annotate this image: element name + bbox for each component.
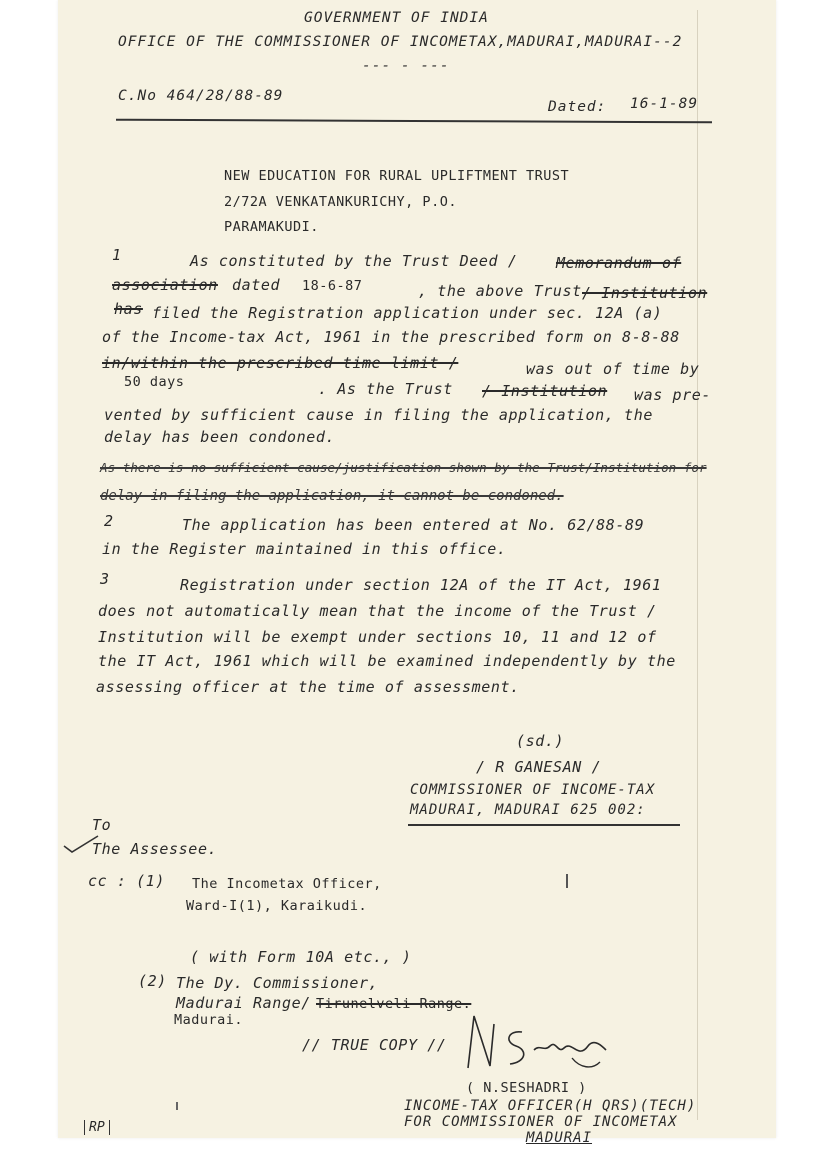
para-1-struck-association: association — [112, 276, 218, 294]
para-1-struck-memorandum: Memorandum of — [556, 254, 682, 272]
para-1-line-8: delay has been condoned. — [104, 428, 336, 446]
para-1-line-6: . As the Trust — [318, 380, 453, 398]
addressee-line-3: PARAMAKUDI. — [224, 219, 319, 235]
para-1-dated-word: dated — [232, 276, 281, 294]
trust-deed-date: 18-6-87 — [302, 278, 363, 294]
para-3-line-5: assessing officer at the time of assessment. — [96, 678, 520, 696]
file-number: C.No 464/28/88-89 — [118, 88, 284, 104]
para-1-line-7: vented by sufficient cause in filing the application, the — [104, 406, 653, 424]
para-2-number: 2 — [104, 512, 114, 530]
para-1-struck-institution: / Institution — [582, 284, 708, 302]
signed-mark: (sd.) — [516, 732, 565, 750]
para-1-line-2: , the above Trust — [418, 282, 582, 300]
para-1-struck-time-limit: in/within the prescribed time limit / — [102, 354, 459, 372]
delay-days: 50 days — [124, 374, 185, 390]
addressee-line-2: 2/72A VENKATANKURICHY, P.O. — [224, 194, 457, 210]
para-3-number: 3 — [100, 570, 110, 588]
dated-label: Dated: — [548, 99, 607, 115]
para-1-line-1: As constituted by the Trust Deed / — [190, 252, 518, 270]
para-1-number: 1 — [112, 246, 122, 264]
cc-1-line-2: Ward-I(1), Karaikudi. — [186, 898, 368, 914]
commissioner-name: / R GANESAN / — [476, 758, 602, 776]
para-1-struck-institution-2: / Institution — [482, 382, 608, 400]
para-2-line-2: in the Register maintained in this office. — [102, 540, 507, 558]
dated-value: 16-1-89 — [630, 96, 699, 112]
para-1-line-4: of the Income-tax Act, 1961 in the prescribed form on 8-8-88 — [102, 328, 680, 346]
pen-mark — [566, 874, 568, 888]
cc-2-line-2: Madurai Range/ — [176, 994, 311, 1012]
addressee-line-1: NEW EDUCATION FOR RURAL UPLIFTMENT TRUST — [224, 168, 570, 184]
commissioner-place: MADURAI, MADURAI 625 002: — [410, 802, 646, 818]
signature-rule — [408, 824, 680, 826]
attesting-for-line: FOR COMMISSIONER OF INCOMETAX — [404, 1114, 678, 1130]
assessee-label: The Assessee. — [92, 840, 218, 858]
attesting-officer-title: INCOME-TAX OFFICER(H QRS)(TECH) — [404, 1098, 697, 1114]
attesting-officer-name: ( N.SESHADRI ) — [466, 1080, 587, 1096]
cc-1-line-1: The Incometax Officer, — [192, 876, 382, 892]
to-label: To — [92, 816, 112, 834]
header-separator: --- - --- — [362, 58, 450, 74]
para-1-struck-has: has — [114, 300, 143, 318]
office-heading: OFFICE OF THE COMMISSIONER OF INCOMETAX,MADURAI,MADURAI--2 — [118, 34, 683, 50]
cc-label: cc : (1) — [88, 872, 166, 890]
para-1-line-3: filed the Registration application under sec. 12A (a) — [152, 304, 663, 322]
pen-mark-2 — [176, 1102, 178, 1110]
cc-2-line-1: The Dy. Commissioner, — [176, 974, 379, 992]
para-3-line-4: the IT Act, 1961 which will be examined independently by the — [98, 652, 676, 670]
typist-initials: RP — [84, 1120, 110, 1135]
page-fold-line — [697, 10, 698, 1120]
struck-paragraph-line-2: delay in filing the application, it cannot be condoned. — [100, 488, 564, 504]
attesting-place: MADURAI — [526, 1130, 593, 1146]
para-1-line-6b: was pre- — [634, 386, 712, 404]
cc-2-number: (2) — [138, 972, 167, 990]
government-heading: GOVERNMENT OF INDIA — [304, 10, 489, 26]
cc-form-note: ( with Form 10A etc., ) — [190, 948, 412, 966]
struck-paragraph-line-1: As there is no sufficient cause/justification shown by the Trust/Institution for — [100, 460, 707, 475]
handwritten-signature — [460, 1010, 620, 1076]
true-copy-label: // TRUE COPY // — [302, 1036, 447, 1054]
para-3-line-3: Institution will be exempt under sections 10, 11 and 12 of — [98, 628, 657, 646]
para-3-line-2: does not automatically mean that the income of the Trust / — [98, 602, 657, 620]
para-1-line-5: was out of time by — [526, 360, 700, 378]
cc-2-struck-range: Tirunelveli Range. — [316, 996, 472, 1012]
cc-2-line-3: Madurai. — [174, 1012, 244, 1028]
commissioner-title: COMMISSIONER OF INCOME-TAX — [410, 782, 656, 798]
para-2-line-1: The application has been entered at No. 62/88-89 — [182, 516, 645, 534]
para-3-line-1: Registration under section 12A of the IT Act, 1961 — [180, 576, 662, 594]
